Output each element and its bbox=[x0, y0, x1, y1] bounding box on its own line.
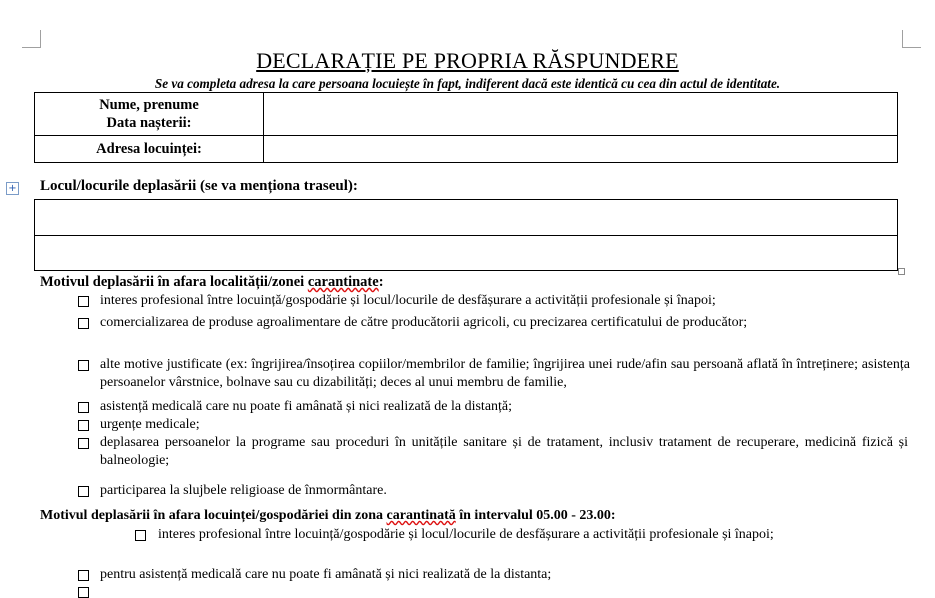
personal-data-table bbox=[34, 92, 898, 163]
checkbox[interactable] bbox=[135, 530, 146, 541]
list-item: interes profesional între locuință/gospodărie și locul/locurile de desfășurare a activității profesionale și înapoi; bbox=[158, 527, 774, 542]
checkbox[interactable] bbox=[78, 402, 89, 413]
birth-date-label: Data nașterii: bbox=[106, 115, 192, 131]
checkbox[interactable] bbox=[78, 360, 89, 371]
subtitle-instruction: Se va completa adresa la care persoana locuiește în fapt, indiferent dacă este identică cu cea din actul de identitate. bbox=[154, 76, 781, 91]
name-birth-label-cell bbox=[35, 93, 264, 136]
checkbox[interactable] bbox=[78, 570, 89, 581]
list-item: deplasarea persoanelor la programe sau proceduri în unitățile sanitare și de tratament, inclusiv tratament de recuperare, medicină fizică și balneologie; bbox=[100, 435, 908, 468]
page-corner-mark-left bbox=[22, 30, 41, 48]
list-item: interes profesional între locuință/gospodărie și locul/locurile de desfășurare a activității profesionale și înapoi; bbox=[100, 293, 716, 308]
list-item: asistență medicală care nu poate fi amânată și nici realizată de la distanță; bbox=[100, 399, 513, 414]
route-label: Locul/locurile deplasării (se va menționa traseul): bbox=[40, 178, 358, 194]
list-item: urgențe medicale; bbox=[100, 417, 200, 432]
page-title: DECLARAȚIE PE PROPRIA RĂSPUNDERE bbox=[256, 48, 679, 73]
list-item: alte motive justificate (ex: îngrijirea/însoțirea copiilor/membrilor de familie; îngrijirea unei rude/afin sau persoană aflată în întreținere; asistența persoanelor vârstnice, bolnave sau cu dizabilități; deces al unui membru de familie, bbox=[100, 357, 910, 390]
address-field[interactable] bbox=[264, 136, 898, 163]
section1-title-suffix: : bbox=[378, 274, 384, 290]
checkbox[interactable] bbox=[78, 438, 89, 449]
list-item: pentru asistență medicală care nu poate fi amânată și nici realizată de la distanta; bbox=[100, 567, 552, 582]
route-row-divider bbox=[35, 235, 897, 236]
list-item: comercializarea de produse agroalimentare de către producătorii agricoli, cu precizarea certificatului de producător; bbox=[100, 315, 748, 330]
name-label: Nume, prenume bbox=[99, 97, 199, 113]
table-row bbox=[35, 136, 898, 163]
section2-title-prefix: Motivul deplasării în afara locuinței/gospodăriei din zona bbox=[40, 508, 387, 523]
checkbox[interactable] bbox=[78, 486, 89, 497]
table-move-icon[interactable]: + bbox=[6, 182, 19, 195]
section2-title-suffix: în intervalul 05.00 - 23.00: bbox=[455, 508, 616, 523]
table-resize-handle[interactable] bbox=[898, 268, 905, 275]
checkbox[interactable] bbox=[78, 296, 89, 307]
table-row bbox=[35, 93, 898, 136]
section1-title-prefix: Motivul deplasării în afara localității/zonei bbox=[40, 274, 308, 290]
address-label: Adresa locuinței: bbox=[35, 136, 264, 163]
section1-title bbox=[40, 274, 384, 291]
route-table[interactable] bbox=[34, 199, 898, 271]
checkbox[interactable] bbox=[78, 318, 89, 329]
checkbox[interactable] bbox=[78, 587, 89, 598]
section2-title-wavy: carantinată bbox=[386, 508, 456, 523]
section2-title bbox=[40, 508, 616, 524]
list-item: participarea la slujbele religioase de înmormântare. bbox=[100, 483, 387, 498]
page-corner-mark-right bbox=[902, 30, 921, 48]
name-birth-field[interactable] bbox=[264, 93, 898, 136]
section1-title-wavy: carantinate bbox=[307, 274, 379, 290]
checkbox[interactable] bbox=[78, 420, 89, 431]
